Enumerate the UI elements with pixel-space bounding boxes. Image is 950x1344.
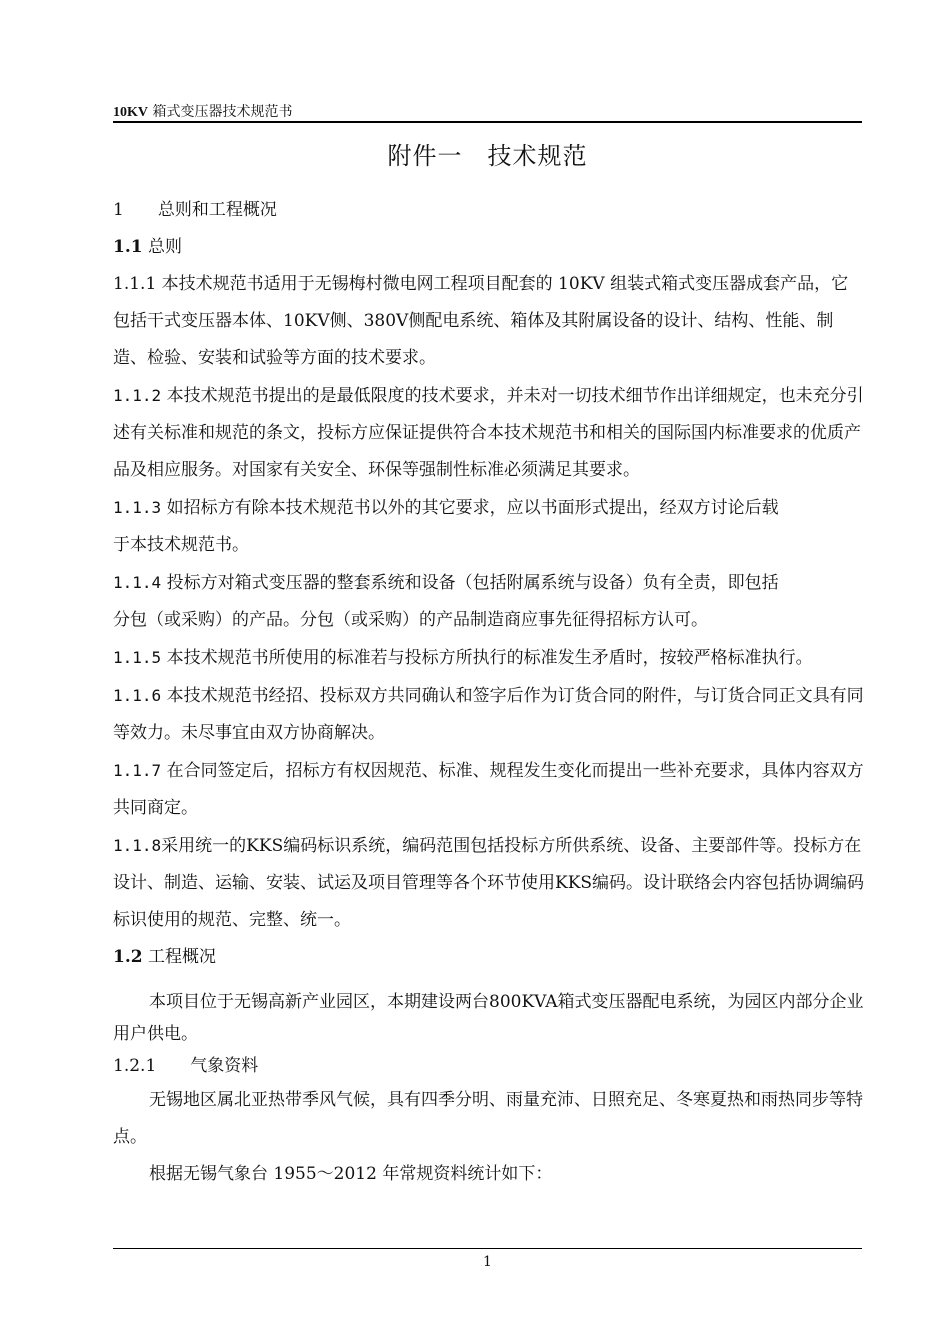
paragraph-1-1-7: [113, 752, 865, 827]
section-1-heading: 1 总则和工程概况: [113, 200, 277, 220]
paragraph-1-1-6: [113, 677, 865, 752]
paragraph-1-1-8: [113, 827, 865, 939]
section-1-2-number: 1.2: [113, 947, 143, 967]
header-rule: [113, 121, 862, 123]
header-title: 箱式变压器技术规范书: [152, 104, 293, 120]
clause-number: 1.1.8: [113, 836, 162, 855]
section-1-2-1-heading: 1.2.1 气象资料: [113, 1056, 259, 1076]
footer-rule: [113, 1248, 862, 1249]
document-title: 附件一 技术规范: [387, 142, 588, 170]
paragraph-1-1-4: [113, 564, 865, 602]
section-1-2-label: 工程概况: [147, 947, 216, 967]
clause-number: 1.1.6: [113, 686, 162, 705]
clause-number: 1.1.3: [113, 498, 162, 517]
section-1-1-label: 总则: [147, 237, 182, 257]
paragraph-1-1-2: [113, 377, 865, 489]
paragraph-1-1-5: [113, 639, 865, 677]
paragraph-1-2-1-b: 根据无锡气象台 1955～2012 年常规资料统计如下：: [149, 1164, 553, 1184]
paragraph-1-2-1-a: 无锡地区属北亚热带季风气候，具有四季分明、雨量充沛、日照充足、冬寒夏热和雨热同步等特点。: [113, 1090, 863, 1147]
clause-text: 如招标方有除本技术规范书以外的其它要求，应以书面形式提出，经双方讨论后载: [166, 498, 779, 518]
clause-text: 本技术规范书提出的是最低限度的技术要求，并未对一切技术细节作出详细规定，也未充分引述有关标准和规范的条文，投标方应保证提供符合本技术规范书和相关的国际国内标准要求的优质产品及相应服务。对国家有关安全、环保等强制性标准必须满足其要求。: [113, 386, 864, 480]
document-body: [113, 192, 865, 1193]
clause-number: 1.1.4: [113, 573, 162, 592]
section-1-1-number: 1.1: [113, 237, 143, 257]
page-header: [113, 103, 862, 122]
clause-text: 本技术规范书经招、投标双方共同确认和签字后作为订货合同的附件，与订货合同正文具有同等效力。未尽事宜由双方协商解决。: [113, 686, 864, 743]
paragraph-1-2: 本项目位于无锡高新产业园区，本期建设两台800KVA箱式变压器配电系统，为园区内部分企业用户供电。: [113, 992, 864, 1044]
paragraph-1-1-3-cont: 于本技术规范书。: [113, 535, 249, 555]
page-number: 1: [483, 1254, 492, 1270]
paragraph-1-1-4-cont: 分包（或采购）的产品。分包（或采购）的产品制造商应事先征得招标方认可。: [113, 610, 708, 630]
clause-number: 1.1.7: [113, 761, 162, 780]
clause-number: 1.1.2: [113, 386, 162, 405]
clause-number: 1.1.5: [113, 648, 162, 667]
clause-text: 投标方对箱式变压器的整套系统和设备（包括附属系统与设备）负有全责，即包括: [166, 573, 779, 593]
paragraph-1-1-3: [113, 489, 865, 527]
paragraph-1-1-1: 1.1.1 本技术规范书适用于无锡梅村微电网工程项目配套的 10KV 组装式箱式变压器成套产品，它包括干式变压器本体、10KV侧、380V侧配电系统、箱体及其附属设备的设计、结构、性能、制造、检验、安装和试验等方面的技术要求。: [113, 274, 849, 368]
clause-text: 本技术规范书所使用的标准若与投标方所执行的标准发生矛盾时，按较严格标准执行。: [166, 648, 813, 668]
section-1-2-heading: [113, 939, 865, 976]
header-code: 10KV: [113, 105, 148, 120]
clause-text: 采用统一的KKS编码标识系统，编码范围包括投标方所供系统、设备、主要部件等。投标方在设计、制造、运输、安装、试运及项目管理等各个环节使用KKS编码。设计联络会内容包括协调编码标识使用的规范、完整、统一。: [113, 836, 865, 930]
clause-text: 在合同签定后，招标方有权因规范、标准、规程发生变化而提出一些补充要求，具体内容双方共同商定。: [113, 761, 864, 818]
section-1-1-heading: [113, 229, 865, 266]
